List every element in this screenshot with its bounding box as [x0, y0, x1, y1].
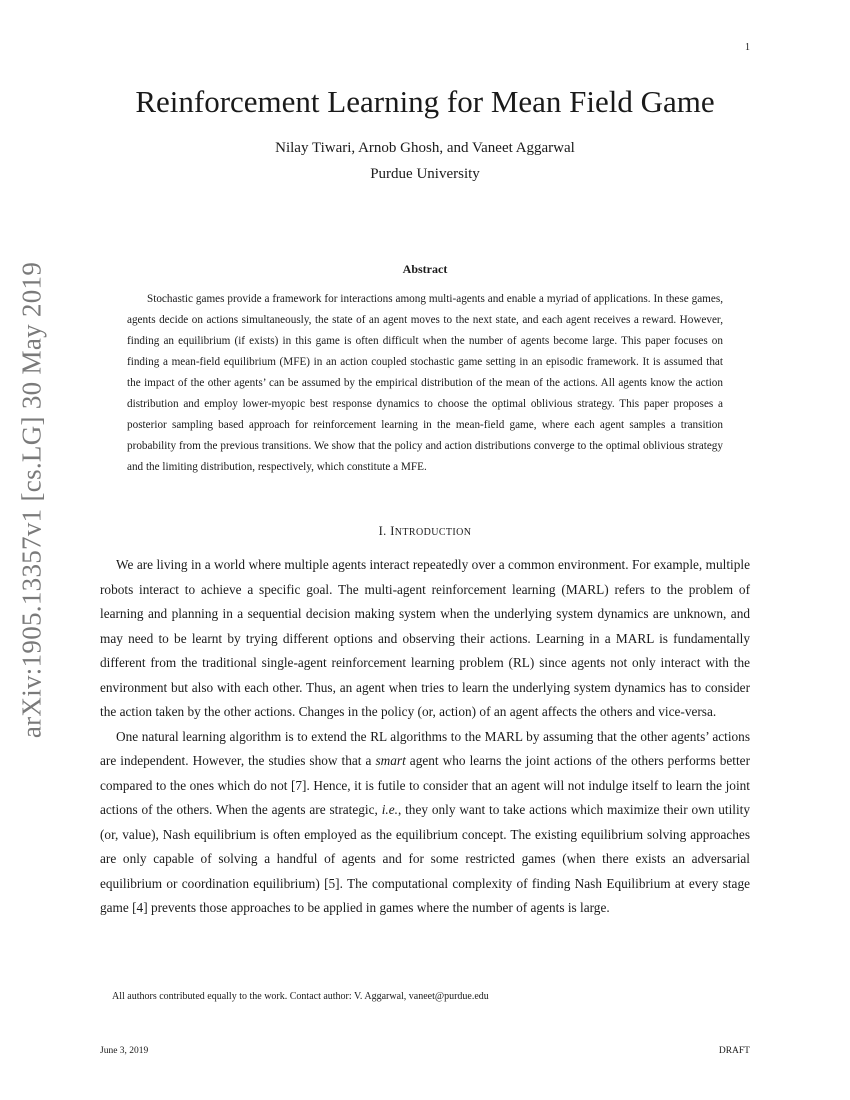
- author-footnote: All authors contributed equally to the work. Contact author: V. Aggarwal, vaneet@purdue.edu: [112, 991, 489, 1002]
- author-list: Nilay Tiwari, Arnob Ghosh, and Vaneet Aggarwal: [275, 140, 575, 156]
- abstract-body: Stochastic games provide a framework for interactions among multi-agents and enable a myriad of applications. In these games, agents decide on actions simultaneously, the state of an agent moves to the next state, and each agent receives a reward. However, finding an equilibrium (if exists) in this game is often difficult when the number of agents become large. This paper focuses on finding a mean-field equilibrium (MFE) in an action coupled stochastic game setting in an episodic framework. It is assumed that the impact of the other agents’ can be assumed by the empirical distribution of the mean of the actions. All agents know the action distribution and employ lower-myopic best response dynamics to choose the optimal oblivious strategy. This paper proposes a posterior sampling based approach for reinforcement learning in the mean-field game, where each agent samples a transition probability from the previous transitions. We show that the policy and action distributions converge to the optimal oblivious strategy and the limiting distribution, respectively, which constitute a MFE.: [127, 293, 723, 473]
- introduction-body: [100, 553, 750, 921]
- page-number: 1: [745, 42, 750, 53]
- intro-p2-text-b: agent who learns the joint actions of the others performs better compared to the ones which do not [7]. Hence, it is futile to consider that an agent will not indulge itself to learn the joint actions of the others. When the agents are strategic,: [100, 753, 750, 817]
- section-title-rest: NTRODUCTION: [394, 527, 472, 538]
- footer-draft-label: DRAFT: [718, 1046, 750, 1056]
- abstract-heading: Abstract: [402, 262, 448, 276]
- intro-p2-text-c: , they only want to take actions which maximize their own utility (or, value), Nash equilibrium is often employed as the equilibrium concept. The existing equilibrium solving approaches are only capable of solving a handful of agents and for some restricted games (when there exists an adversarial equilibrium or coordination equilibrium) [5]. The computational complexity of finding Nash Equilibrium at every stage game [4] prevents those approaches to be applied in games where the number of agents is large.: [100, 802, 750, 915]
- section-number: I.: [378, 524, 387, 538]
- author-affiliation: Purdue University: [370, 166, 480, 182]
- section-title-initial: I: [390, 524, 395, 538]
- section-heading-introduction: [0, 524, 850, 539]
- section-title: [390, 524, 471, 538]
- intro-p2-emphasis-ie: i.e.: [381, 802, 398, 817]
- intro-paragraph-2: [100, 725, 750, 921]
- intro-paragraph-1: We are living in a world where multiple agents interact repeatedly over a common environment. For example, multiple robots interact to achieve a specific goal. The multi-agent reinforcement learning (MARL) refers to the problem of learning and planning in a sequential decision making system when the underlying system dynamics are unknown, and may need to be learnt by trying different options and observing their actions. Learning in a MARL is fundamentally different from the traditional single-agent reinforcement learning problem (RL) since agents not only interact with the environment but also with each other. Thus, an agent when tries to learn the underlying system dynamics has to consider the action taken by the other actions. Changes in the policy (or, action) of an agent affects the others and vice-versa.: [100, 557, 750, 719]
- footer-date: June 3, 2019: [100, 1046, 149, 1056]
- intro-p2-text-a: One natural learning algorithm is to extend the RL algorithms to the MARL by assuming that the other agents’ actions are independent. However, the studies show that a: [100, 728, 750, 768]
- arxiv-identifier-stamp: arXiv:1905.13357v1 [cs.LG] 30 May 2019: [16, 261, 47, 739]
- paper-title: Reinforcement Learning for Mean Field Game: [135, 84, 715, 119]
- intro-p2-emphasis-smart: smart: [375, 753, 406, 768]
